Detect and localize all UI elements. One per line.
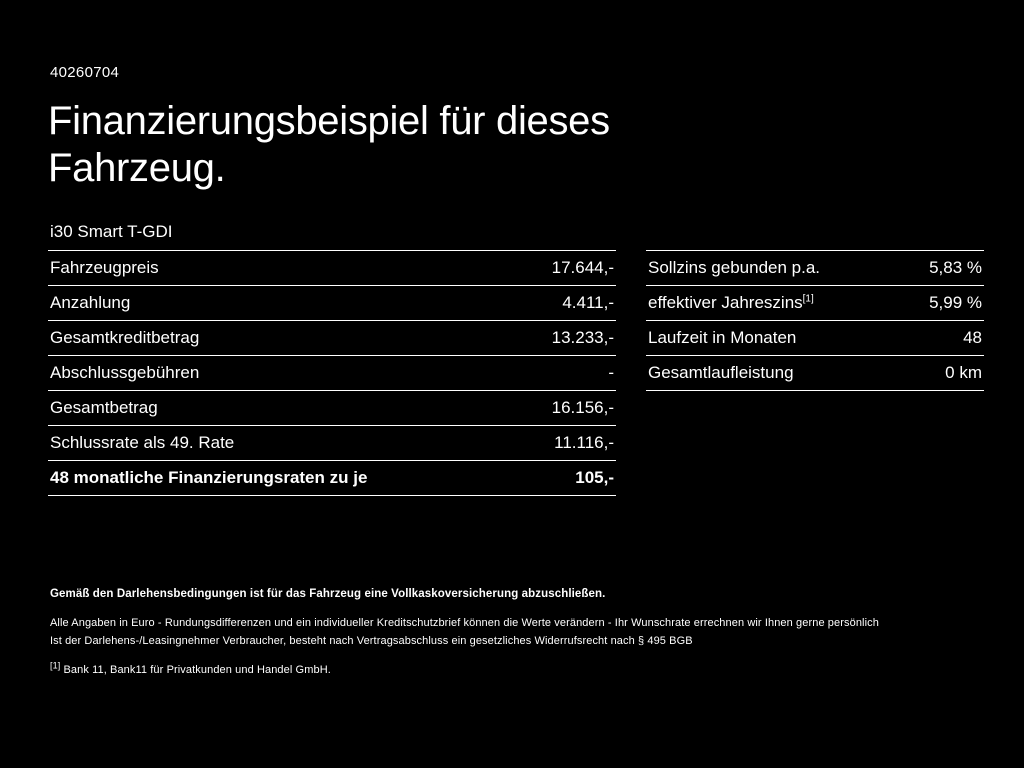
- row-value: 11.116,-: [554, 433, 614, 452]
- vehicle-model-label: i30 Smart T-GDI: [50, 222, 173, 241]
- table-row: [48, 321, 616, 356]
- table-row: [48, 286, 616, 321]
- row-value: 5,99 %: [929, 293, 982, 312]
- row-value: 48: [963, 328, 982, 347]
- row-label: Anzahlung: [50, 293, 131, 312]
- footnote-bank: [50, 660, 980, 677]
- note-line-2: Ist der Darlehens-/Leasingnehmer Verbraucher, besteht nach Vertragsabschluss ein gesetzliches Widerrufsrecht nach § 495 BGB: [50, 635, 693, 648]
- finance-table-left-wrapper: [48, 250, 616, 496]
- row-label: Fahrzeugpreis: [50, 258, 159, 277]
- row-value: 13.233,-: [551, 328, 614, 347]
- table-row: [48, 391, 616, 426]
- footnote-text: Bank 11, Bank11 für Privatkunden und Handel GmbH.: [63, 664, 331, 677]
- footnote-marker: [1]: [50, 660, 61, 671]
- row-value: -: [608, 363, 614, 382]
- row-value: 4.411,-: [562, 293, 614, 312]
- row-label: [646, 321, 901, 356]
- table-row: [646, 321, 984, 356]
- row-label: [646, 251, 901, 286]
- table-row: [646, 286, 984, 321]
- row-value: 105,-: [575, 468, 614, 487]
- row-label: 48 monatliche Finanzierungsraten zu je: [50, 468, 368, 487]
- table-row: [646, 356, 984, 391]
- footnote-marker: [1]: [802, 293, 814, 305]
- page-title: Finanzierungsbeispiel für dieses Fahrzeug.: [48, 99, 610, 191]
- row-value: 0 km: [945, 363, 982, 382]
- finance-tables: [48, 250, 984, 496]
- legal-notes: [50, 588, 980, 676]
- table-row: [48, 251, 616, 286]
- table-row: [48, 356, 616, 391]
- row-label: Gesamtbetrag: [50, 398, 158, 417]
- row-value: 17.644,-: [551, 258, 614, 277]
- row-label: [646, 356, 901, 391]
- row-value: 16.156,-: [551, 398, 614, 417]
- finance-table-right: [646, 250, 984, 391]
- row-label: Abschlussgebühren: [50, 363, 200, 382]
- row-label-text: effektiver Jahreszins: [648, 293, 803, 312]
- insurance-note: Gemäß den Darlehensbedingungen ist für das Fahrzeug eine Vollkaskoversicherung abzuschließen.: [50, 588, 606, 600]
- finance-table-left: [48, 250, 616, 496]
- row-label: [646, 286, 901, 321]
- finance-table-right-wrapper: [646, 250, 984, 496]
- row-label-text: Gesamtlaufleistung: [648, 363, 794, 382]
- row-value: 5,83 %: [929, 258, 982, 277]
- row-label: Gesamtkreditbetrag: [50, 328, 200, 347]
- note-line-1: Alle Angaben in Euro - Rundungsdifferenzen und ein individueller Kreditschutzbrief können die Werte verändern - Ihr Wunschrate errechnen wir Ihnen gerne persönlich: [50, 617, 879, 629]
- row-label: Schlussrate als 49. Rate: [50, 433, 235, 452]
- table-row-total: [48, 461, 616, 496]
- table-row: [646, 251, 984, 286]
- row-label-text: Laufzeit in Monaten: [648, 328, 797, 347]
- row-label-text: Sollzins gebunden p.a.: [648, 258, 821, 277]
- document-id: 40260704: [50, 64, 120, 81]
- table-row: [48, 426, 616, 461]
